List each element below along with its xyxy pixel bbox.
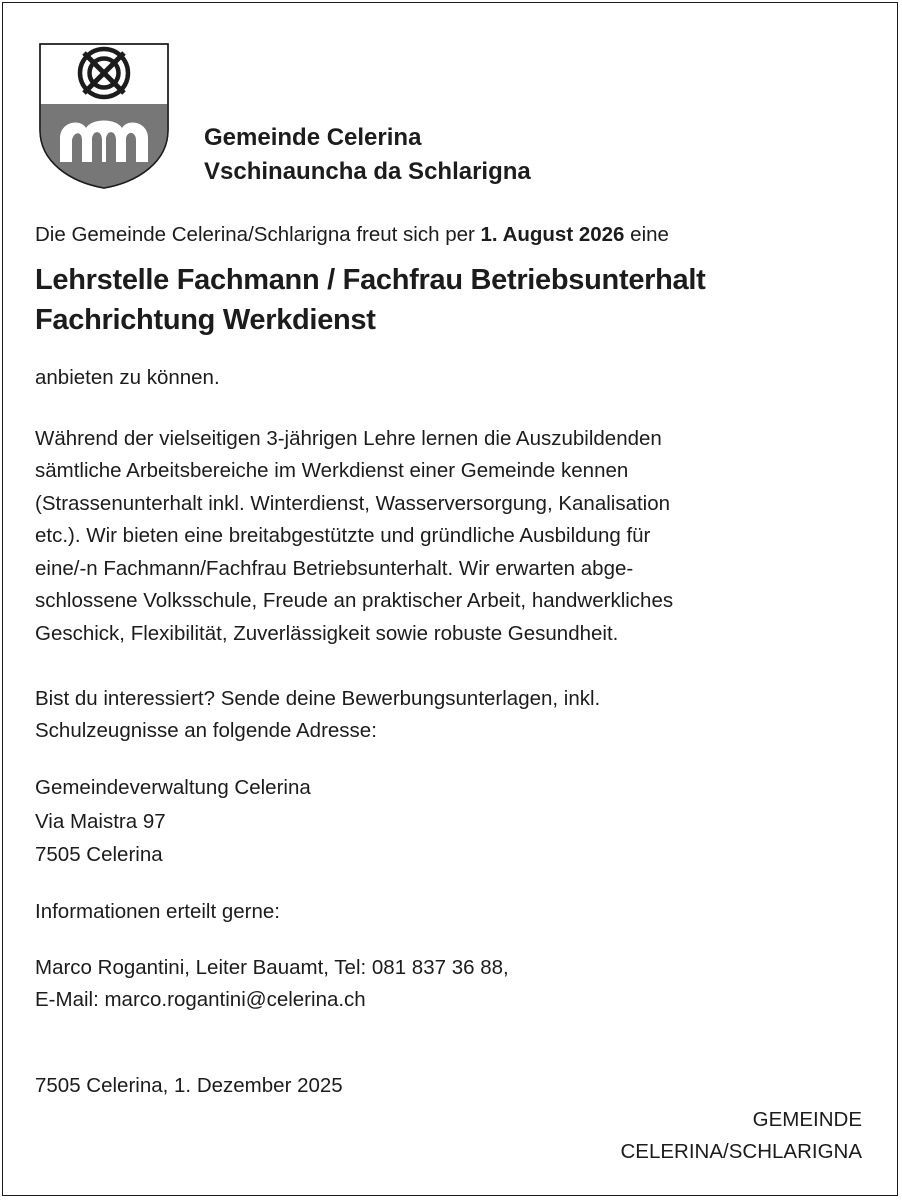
intro-text	[35, 222, 669, 248]
description-line: sämtliche Arbeitsbereiche im Werkdienst einer Gemeinde kennen	[35, 459, 629, 482]
start-date: 1. August 2026	[480, 223, 625, 246]
contact-line: Marco Rogantini, Leiter Bauamt, Tel: 081 837 36 88,	[35, 956, 509, 979]
intro-after: eine	[624, 223, 669, 246]
description-line: Während der vielseitigen 3-jährigen Lehre lernen die Auszubildenden	[35, 427, 662, 450]
description-line: eine/-n Fachmann/Fachfrau Betriebsunterhalt. Wir erwarten abge-	[35, 557, 634, 580]
signature-line: CELERINA/SCHLARIGNA	[620, 1140, 862, 1163]
municipality-name-romansh: Vschinauncha da Schlarigna	[204, 158, 531, 185]
info-label: Informationen erteilt gerne:	[35, 900, 280, 923]
description-line: etc.). Wir bieten eine breitabgestützte und gründliche Ausbildung für	[35, 524, 651, 547]
application-line: Bist du interessiert? Sende deine Bewerbungsunterlagen, inkl.	[35, 687, 601, 710]
place-date: 7505 Celerina, 1. Dezember 2025	[35, 1074, 343, 1097]
job-specialization: Fachrichtung Werkdienst	[35, 304, 376, 336]
description-line: Geschick, Flexibilität, Zuverlässigkeit sowie robuste Gesundheit.	[35, 622, 619, 645]
application-line: Schulzeugnisse an folgende Adresse:	[35, 719, 377, 742]
coat-of-arms-icon	[38, 42, 170, 190]
municipality-name: Gemeinde Celerina	[204, 124, 422, 151]
offer-tail: anbieten zu können.	[35, 366, 220, 389]
address-line: 7505 Celerina	[35, 843, 163, 866]
address-line: Gemeindeverwaltung Celerina	[35, 776, 311, 799]
job-title: Lehrstelle Fachmann / Fachfrau Betriebsunterhalt	[35, 264, 706, 296]
signature-line: GEMEINDE	[752, 1108, 862, 1131]
description-line: (Strassenunterhalt inkl. Winterdienst, Wasserversorgung, Kanalisation	[35, 492, 671, 515]
address-line: Via Maistra 97	[35, 810, 166, 833]
intro-before: Die Gemeinde Celerina/Schlarigna freut sich per	[35, 223, 481, 246]
description-line: schlossene Volksschule, Freude an praktischer Arbeit, handwerkliches	[35, 589, 674, 612]
contact-email[interactable]: E-Mail: marco.rogantini@celerina.ch	[35, 988, 366, 1011]
